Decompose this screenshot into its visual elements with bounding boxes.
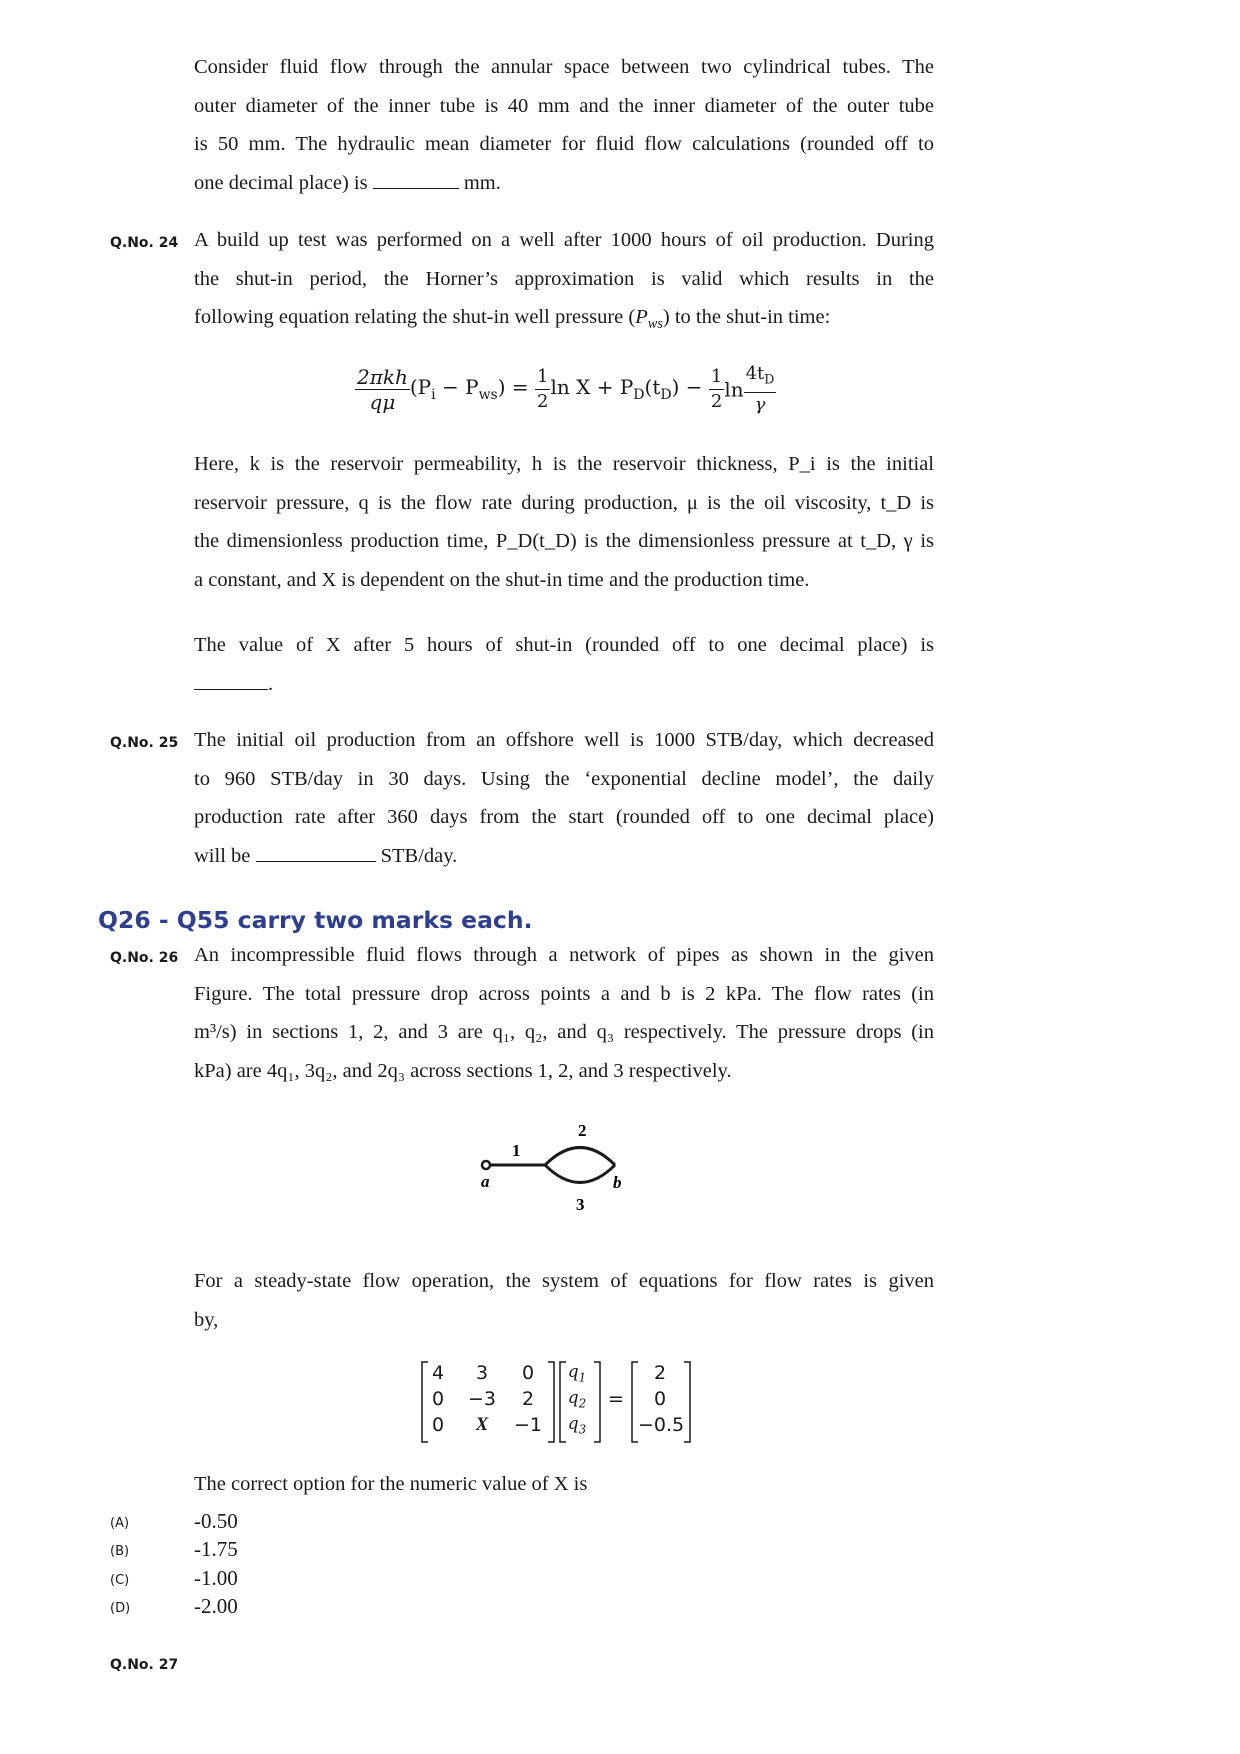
matrix-a-11: 4 xyxy=(431,1362,445,1384)
q23-line-4-before: one decimal place) is xyxy=(194,171,368,194)
vector-rhs-3: −0.5 xyxy=(638,1414,685,1436)
q24-line-1: A build up test was performed on a well after 1000 hours of oil production. During xyxy=(194,229,934,251)
eq-sub-d1: D xyxy=(633,387,645,404)
q24-line-2: the shut-in period, the Horner’s approximation is valid which results in the xyxy=(194,267,934,290)
vector-q-1: $q_1$ xyxy=(567,1362,587,1385)
q26-line-1: An incompressible fluid flows through a network of pipes as shown in the given xyxy=(194,944,934,966)
q25-line-3: production rate after 360 days from the start (rounded off to one decimal place) xyxy=(194,806,934,828)
q26-line-2: Figure. The total pressure drop across points a and b is 2 kPa. The flow rates (in xyxy=(194,982,934,1005)
eq-sub-ws: ws xyxy=(478,387,498,404)
matrix-a-33: −1 xyxy=(513,1414,542,1436)
eq-sub-d3: D xyxy=(764,371,775,387)
option-a-value[interactable]: -0.50 xyxy=(194,1509,238,1533)
question-number-25: Q.No. 25 xyxy=(110,735,179,751)
q26-steady-text xyxy=(194,1262,934,1339)
label-a: a xyxy=(481,1172,490,1191)
vector-rhs-2: 0 xyxy=(653,1388,667,1410)
q24-value-line: The value of X after 5 hours of shut-in (rounded off to one decimal place) is xyxy=(194,634,934,656)
q23-line-4 xyxy=(194,164,934,203)
q24-def-line-3: the dimensionless production time, P_D(t_D) is the dimensionless pressure at t_D, γ is xyxy=(194,530,934,552)
matrix-a-32: X xyxy=(475,1414,489,1435)
vector-q-3: $q_3$ xyxy=(567,1414,587,1437)
option-b-label: (B) xyxy=(110,1544,130,1559)
point-a-node xyxy=(482,1161,490,1169)
q24-line-3-b: ) to the shut-in time: xyxy=(662,306,831,328)
sub-ws: ws xyxy=(647,316,663,333)
eq-term1-text: ln X + P xyxy=(550,375,634,400)
answer-blank xyxy=(256,860,376,862)
matrix-equation xyxy=(420,1358,720,1448)
horner-equation xyxy=(355,362,785,428)
q26-steady-line-1: For a steady-state flow operation, the system of equations for flow rates is given xyxy=(194,1270,934,1292)
option-d-value[interactable]: -2.00 xyxy=(194,1594,238,1618)
q24-value-blank-line xyxy=(194,665,934,704)
q24-definitions xyxy=(194,445,934,599)
q25-line-1: The initial oil production from an offshore well is 1000 STB/day, which decreased xyxy=(194,729,934,751)
eq-lhs-p: (P xyxy=(409,375,432,400)
matrix-a-12: 3 xyxy=(475,1362,489,1384)
q24-line-3-a: following equation relating the shut-in well pressure ( xyxy=(194,306,636,328)
label-1: 1 xyxy=(512,1141,521,1160)
question-number-27: Q.No. 27 xyxy=(110,1657,179,1673)
q24-def-line-1: Here, k is the reservoir permeability, h is the reservoir thickness, P_i is the initial xyxy=(194,453,934,475)
eq-half-2 xyxy=(709,365,724,414)
eq-half1-num: 1 xyxy=(535,365,550,390)
matrix-a-13: 0 xyxy=(521,1362,535,1384)
label-b: b xyxy=(613,1173,622,1192)
matrix-a-22: −3 xyxy=(467,1388,496,1410)
q25-line-2: to 960 STB/day in 30 days. Using the ‘exponential decline model’, the daily xyxy=(194,767,934,790)
q24-period: . xyxy=(268,672,274,695)
eq-half-1 xyxy=(535,365,550,414)
equals-sign: = xyxy=(608,1388,624,1410)
eq-lhs-paren xyxy=(409,375,529,404)
q24-value-question xyxy=(194,626,934,703)
section-heading: Q26 - Q55 carry two marks each. xyxy=(98,906,533,934)
eq-half2-den: 2 xyxy=(710,390,723,412)
matrix-a-23: 2 xyxy=(521,1388,535,1410)
q24-def-line-2: reservoir pressure, q is the flow rate during production, μ is the oil viscosity, t_D is xyxy=(194,491,934,514)
eq-last-fraction xyxy=(744,362,777,417)
eq-term1-mid: (t xyxy=(644,375,661,400)
eq-lhs-den: qμ xyxy=(369,389,396,414)
eq-last-num-text: 4t xyxy=(745,363,765,384)
question-number-24: Q.No. 24 xyxy=(110,235,179,251)
eq-sub-d2: D xyxy=(660,387,672,404)
eq-term1-close: ) − xyxy=(671,375,703,400)
q25-text xyxy=(194,721,934,875)
matrix-a-21: 0 xyxy=(431,1388,445,1410)
answer-blank xyxy=(194,688,268,690)
vector-q-2: $q_2$ xyxy=(567,1388,587,1411)
q23-line-1: Consider fluid flow through the annular space between two cylindrical tubes. The xyxy=(194,56,934,78)
vector-rhs-1: 2 xyxy=(653,1362,667,1384)
q24-line-3 xyxy=(194,298,934,337)
eq-last-den: γ xyxy=(754,393,766,415)
q23-line-2: outer diameter of the inner tube is 40 mm and the inner diameter of the outer tube xyxy=(194,94,934,117)
pipe-section-3 xyxy=(545,1165,615,1183)
eq-term1 xyxy=(550,375,703,404)
option-b-value[interactable]: -1.75 xyxy=(194,1537,238,1561)
q26-steady-line-2: by, xyxy=(194,1308,219,1331)
label-2: 2 xyxy=(578,1121,587,1140)
q24-intro xyxy=(194,221,934,337)
option-a-label: (A) xyxy=(110,1516,130,1531)
eq-minus-p: − P xyxy=(435,375,479,400)
q26-line-3: m³/s) in sections 1, 2, and 3 are q₁, q₂, and q₃ respectively. The pressure drops (in xyxy=(194,1021,934,1043)
pipe-section-2 xyxy=(545,1148,615,1166)
matrix-a-31: 0 xyxy=(431,1414,445,1436)
eq-last-num xyxy=(744,362,777,393)
q25-line-4 xyxy=(194,837,934,876)
q23-line-4-unit: mm. xyxy=(463,171,501,194)
q24-def-line-4: a constant, and X is dependent on the shut-in time and the production time. xyxy=(194,568,810,591)
option-c-label: (C) xyxy=(110,1573,130,1588)
option-c-value[interactable]: -1.00 xyxy=(194,1566,238,1590)
eq-sub-i: i xyxy=(431,387,436,404)
eq-half2-num: 1 xyxy=(709,365,724,390)
q23-line-3: is 50 mm. The hydraulic mean diameter for fluid flow calculations (rounded off to xyxy=(194,133,934,155)
q26-text xyxy=(194,936,934,1090)
pipe-network-figure xyxy=(470,1120,640,1220)
question-number-26: Q.No. 26 xyxy=(110,950,179,966)
q25-line-4-a: will be xyxy=(194,844,251,867)
answer-blank xyxy=(373,187,459,189)
eq-lhs-num: 2πkh xyxy=(357,364,408,389)
eq-close: ) = xyxy=(497,375,529,400)
label-3: 3 xyxy=(576,1195,585,1214)
option-d-label: (D) xyxy=(110,1601,131,1616)
q26-question: The correct option for the numeric value of X is xyxy=(194,1473,588,1495)
eq-ln: ln xyxy=(724,377,744,402)
q25-line-4-unit: STB/day. xyxy=(380,844,458,867)
eq-lhs-fraction xyxy=(355,365,410,414)
q26-line-4: kPa) are 4q₁, 3q₂, and 2q₃ across sections 1, 2, and 3 respectively. xyxy=(194,1059,732,1082)
eq-half1-den: 2 xyxy=(537,390,549,412)
q23-text xyxy=(194,48,934,202)
var-p: P xyxy=(635,306,648,328)
